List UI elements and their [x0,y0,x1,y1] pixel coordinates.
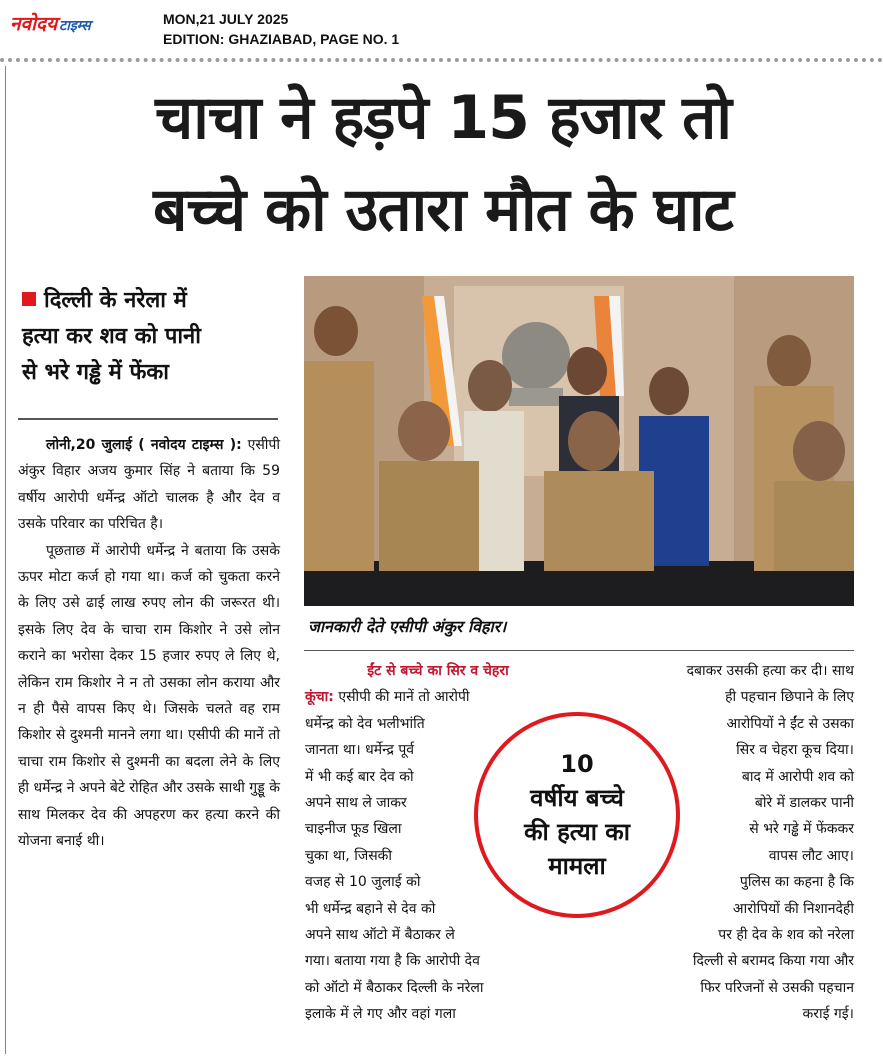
photo-caption: जानकारी देते एसीपी अंकुर विहार। [308,617,507,636]
kicker-heading: ईंट से बच्चे का सिर व चेहरा [367,663,509,679]
subhead-divider [18,418,278,420]
masthead [0,0,883,60]
edition-page: EDITION: GHAZIABAD, PAGE NO. 1 [163,31,400,47]
subheadline [22,283,284,391]
text-line: इलाके में ले गए और वहां गला [305,1006,456,1023]
text-line: सिर व चेहरा कूच दिया। [736,742,854,759]
text-line: दबाकर उसकी हत्या कर दी। साथ [686,663,854,679]
text-line: भी धर्मेन्द्र बहाने से देव को [305,900,436,917]
press-conference-photo [304,276,854,606]
text-line: धर्मेन्द्र को देव भलीभांति [305,715,425,732]
text-line: बोरे में डालकर पानी [754,795,854,812]
text-line: आरोपियों की निशानदेही [732,900,854,917]
highlight-callout [474,712,680,918]
headline-line-1: चाचा ने हड़पे 15 हजार तो [155,83,731,153]
edition-info [163,9,399,49]
headline-line-2: बच्चे को उतारा मौत के घाट [153,175,733,245]
callout-line-4: मामला [548,852,606,880]
callout-text [492,747,662,883]
issue-date: MON,21 JULY 2025 [163,11,289,27]
logo-sub-text: टाइम्स [59,18,91,34]
bullet-square-icon [22,292,36,306]
logo-main-text: नवोदय [10,13,58,35]
callout-line-2: वर्षीय बच्चे [530,784,624,812]
text-line: आरोपियों ने ईंट से उसका [726,715,854,732]
text-line: अपने साथ ले जाकर [305,795,407,812]
text-line: फिर परिजनों से उसकी पहचान [700,979,854,996]
newspaper-logo [10,10,91,38]
article-column-left [18,432,280,855]
paragraph-1 [18,432,280,538]
text-line: चुका था, जिसकी [305,847,393,864]
text-line: कराई गई। [802,1006,854,1023]
text-line: वापस लौट आए। [768,847,854,864]
headline [8,72,878,256]
text-line: दिल्ली से बरामद किया गया और [692,953,854,970]
paragraph-1-text: एसीपी अंकुर विहार अजय कुमार सिंह ने बताया कि 59 वर्षीय आरोपी धर्मेन्द्र ऑटो चालक है और देव व उसके परिवार का परिचित है। [18,437,280,533]
paragraph-2: पूछताछ में आरोपी धर्मेन्द्र ने बताया कि उसके ऊपर मोटा कर्ज हो गया था। कर्ज को चुकता करने के लिए उसे ढाई लाख रुपए लोन की जरूरत थी। इसके लिए देव के चाचा राम किशोर ने उसे लोन कराने का भरोसा देकर 15 हजार रुपए ले लिए थे, लेकिन राम किशोर ने न तो उसका लोन कराया और न ही पैसे वापस किए थे। जिसके चलते वह राम किशोर से दुश्मनी मानने लगा था। एसीपी की मानें तो चाचा राम किशोर से दुश्मनी का बदला लेने के लिए ही धर्मेन्द्र ने अपने बेटे रोहित और उसके साथी गुड्डू के साथ मिलकर देव की अपहरण कर हत्या करने की योजना बनाई थी। [18,542,280,850]
text-line: वजह से 10 जुलाई को [305,874,421,891]
text-line: ही पहचान छिपाने के लिए [725,689,854,706]
text-line: पर ही देव के शव को नरेला [718,927,854,944]
text-line: अपने साथ ऑटो में बैठाकर ले [305,927,455,944]
text-line: में भी कई बार देव को [305,768,414,785]
text-line-part: एसीपी की मानें तो आरोपी [333,689,470,706]
text-line: गया। बताया गया है कि आरोपी देव [305,953,480,970]
text-line: पुलिस का कहना है कि [739,874,854,891]
text-line: जानता था। धर्मेन्द्र पूर्व [305,742,415,759]
text-line: चाइनीज फूड खिला [305,821,402,838]
text-line: को ऑटो में बैठाकर दिल्ली के नरेला [305,979,484,996]
dotted-divider [0,58,883,62]
subhead-line-2: हत्या कर शव को पानी [22,324,201,349]
subhead-line-3: से भरे गड्ढे में फेंका [22,360,169,385]
callout-line-1: 10 [560,750,594,778]
subhead-line-1: दिल्ली के नरेला में [44,288,187,313]
caption-divider [304,650,854,651]
text-line [305,684,571,710]
dateline: लोनी,20 जुलाई ( नवोदय टाइम्स ): [46,437,242,453]
kicker-heading-end: कूंचा: [305,689,334,706]
text-line: से भरे गड्ढे में फेंककर [749,821,854,838]
text-line: बाद में आरोपी शव को [741,768,854,785]
callout-line-3: की हत्या का [524,818,630,846]
